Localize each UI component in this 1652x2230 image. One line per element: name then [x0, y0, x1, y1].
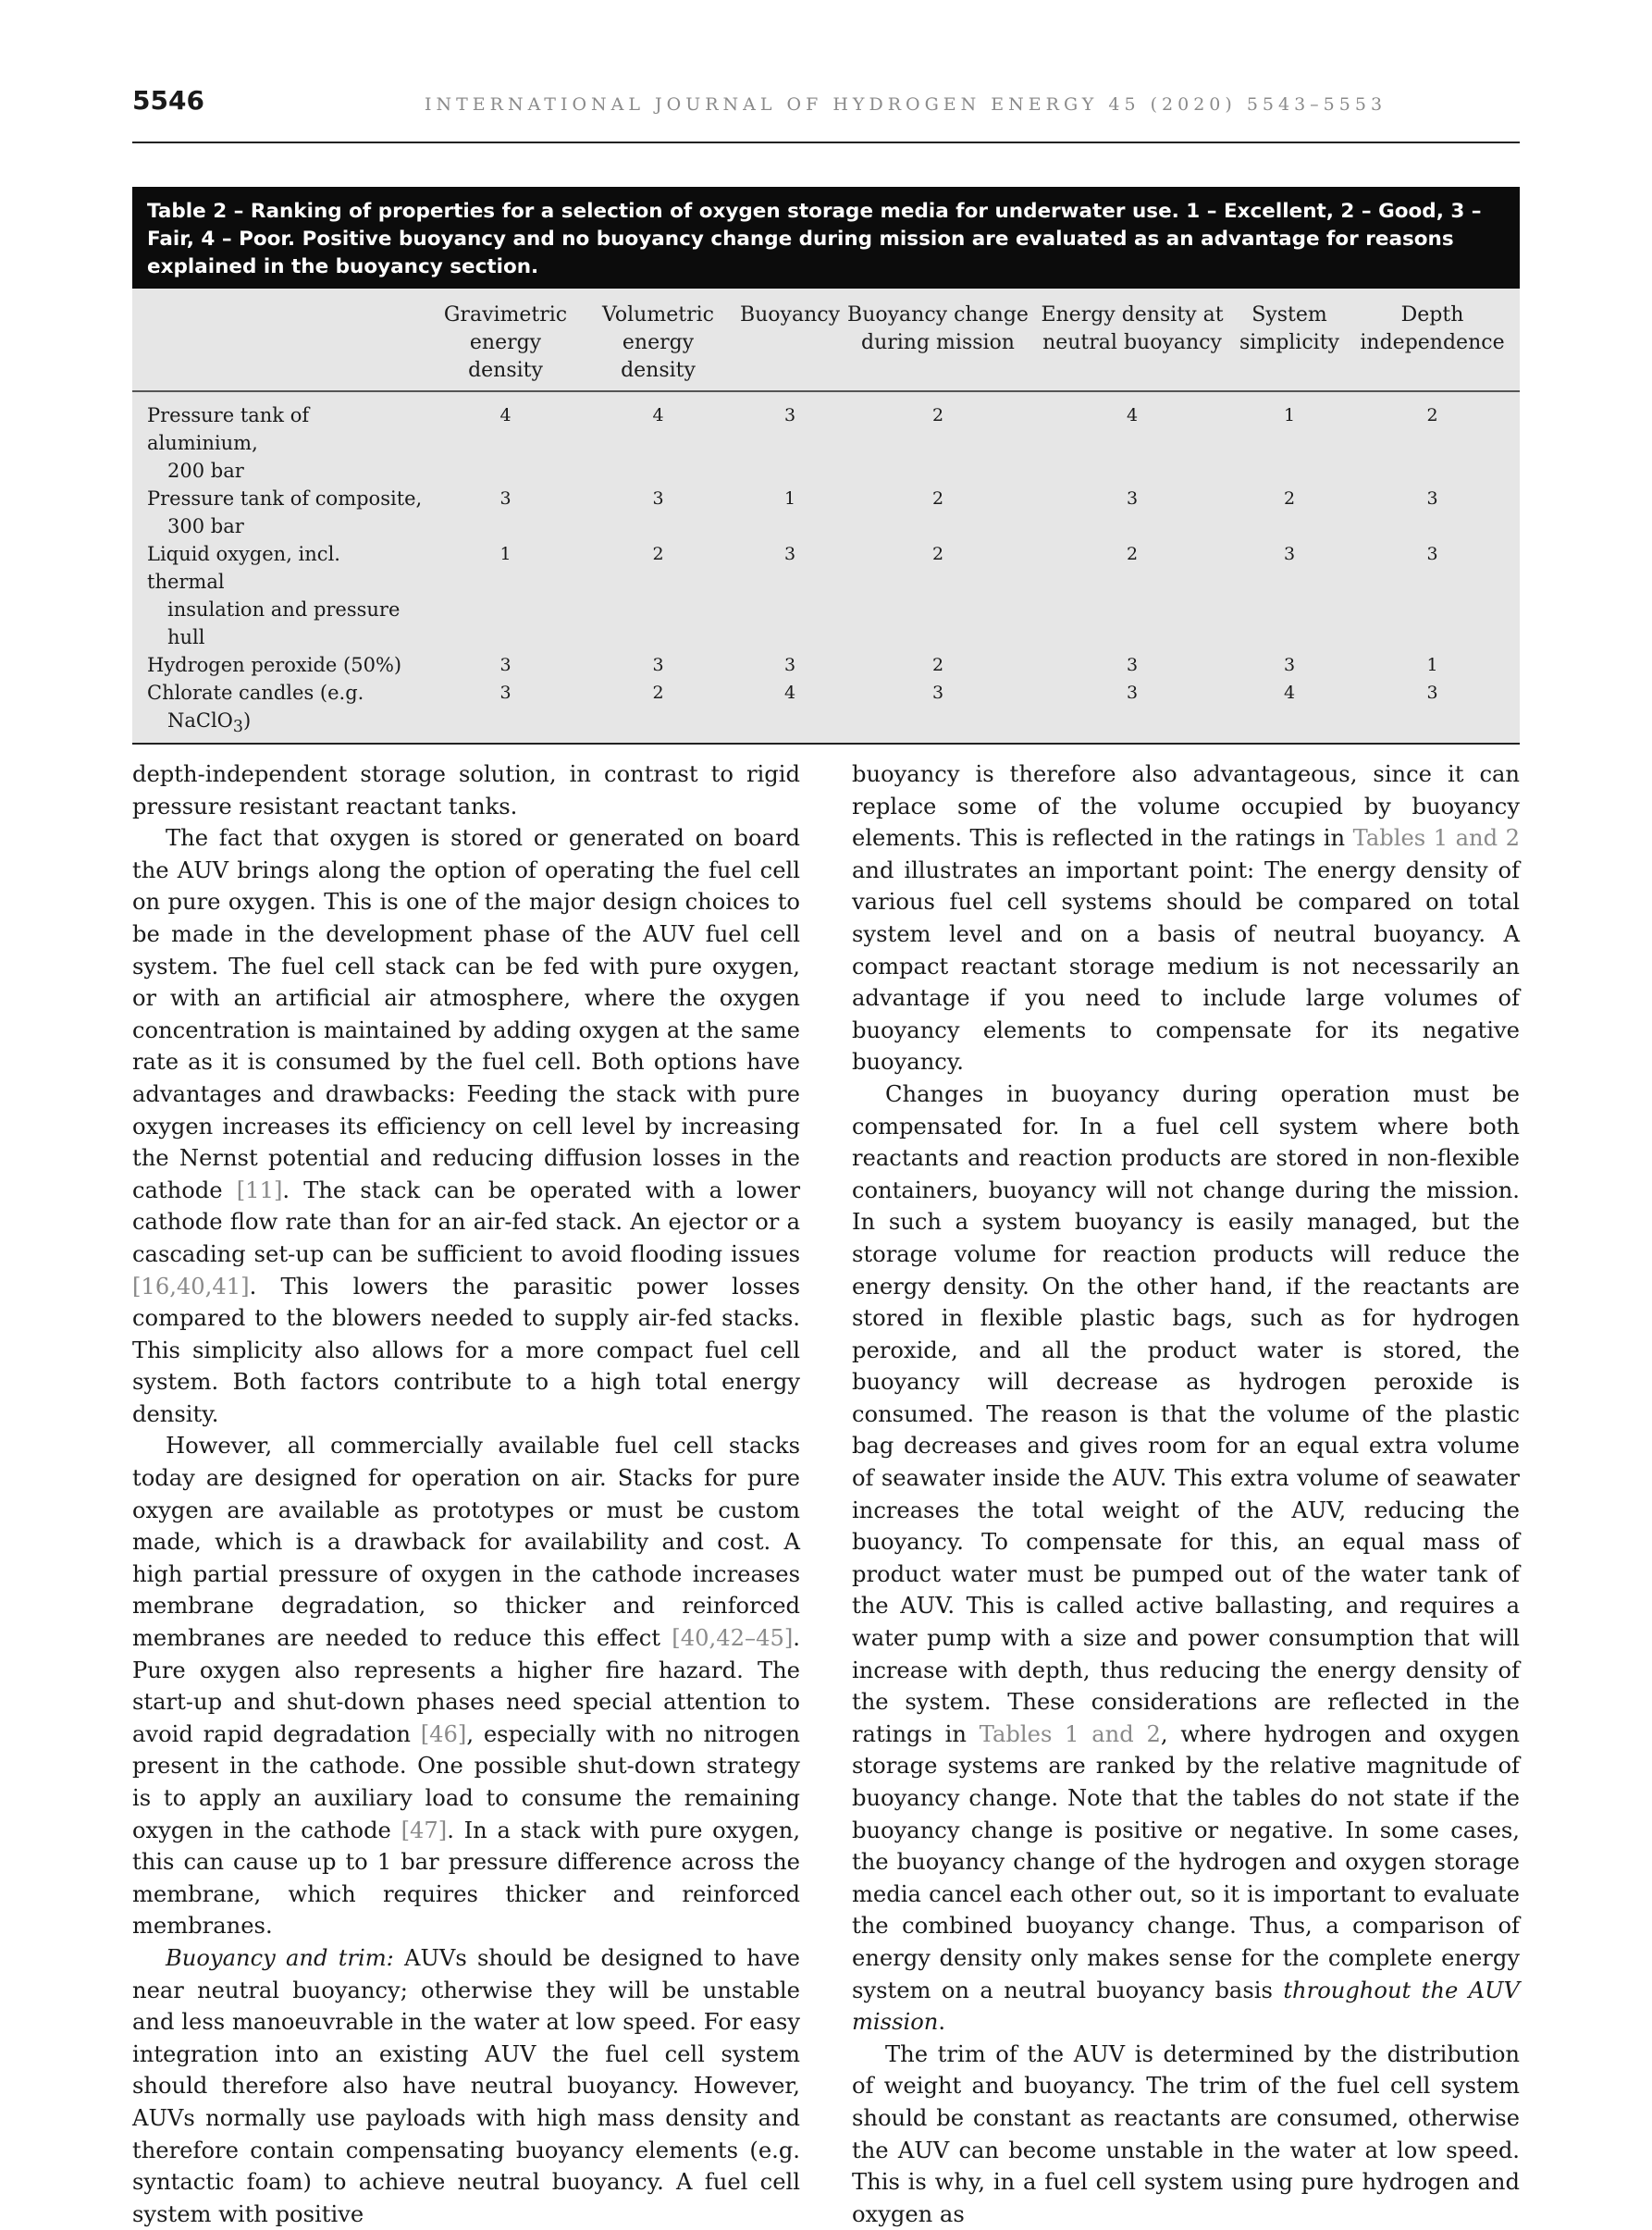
page-header	[132, 85, 1520, 141]
row-label	[132, 540, 429, 651]
table-cell: 2	[652, 683, 664, 703]
text-run: Changes in buoyancy during operation must be compensated for. In a fuel cell system where both reactants and reaction products are stored in non-flexible containers, buoyancy will not change during the mission. In such a system buoyancy is easily managed, but the storage volume for reaction products will reduce the energy density. On the other hand, if the reactants are stored in flexible plastic bags, such as for hydrogen peroxide, and all the product water is stored, the buoyancy will decrease as hydrogen peroxide is consumed. The reason is that the volume of the plastic bag decreases and gives room for an equal extra volume of seawater inside the AUV. This extra volume of seawater increases the total weight of the AUV, reducing the buoyancy. To compensate for this, an equal mass of product water must be pumped out of the water tank of the AUV. This is called active ballasting, and requires a water pump with a size and power consumption that will increase with depth, thus reducing the energy density of the system. These considerations are reflected in the ratings in	[852, 1080, 1520, 1747]
table-cell: 2	[1283, 488, 1296, 509]
text-run: , especially with no nitrogen present in the cathode. One possible shut-down strategy is to apply an auxiliary load to consume the remaining oxygen in the cathode	[132, 1720, 800, 1843]
text-run: AUVs should be designed to have near neutral buoyancy; otherwise they will be unstable and less manoeuvrable in the water at low speed. For easy integration into an existing AUV the fuel cell system should therefore also have neutral buoyancy. However, AUVs normally use payloads with high mass density and therefore contain compensating buoyancy elements (e.g. syntactic foam) to achieve neutral buoyancy. A fuel cell system with positive	[132, 1944, 800, 2227]
table-body	[132, 289, 1520, 745]
text-run: .	[938, 2009, 946, 2036]
paragraph	[852, 1078, 1520, 2039]
table-header-row	[132, 289, 1520, 391]
table-header-cell: Volumetric energy density	[582, 289, 734, 391]
table-row	[132, 651, 1520, 679]
table-cell: 3	[783, 655, 796, 675]
table-cell: 4	[1126, 405, 1139, 425]
text-run: The fact that oxygen is stored or generated on board the AUV brings along the option of operating the fuel cell on pure oxygen. This is one of the major design choices to be made in the development phase of the AUV fuel cell system. The fuel cell stack can be fed with pure oxygen, or with an artificial air atmosphere, where the oxygen concentration is maintained by adding oxygen at the same rate as it is consumed by the fuel cell. Both options have advantages and drawbacks: Feeding the stack with pure oxygen increases its efficiency on cell level by increasing the Nernst potential and reducing diffusion losses in the cathode	[132, 825, 800, 1203]
table-cell: 3	[1126, 488, 1139, 509]
journal-title: INTERNATIONAL JOURNAL OF HYDROGEN ENERGY 45 (2020) 5543–5553	[425, 94, 1387, 115]
emphasis: throughout the AUV mission	[852, 1977, 1520, 2036]
paragraph	[852, 758, 1520, 1078]
table-cell: 3	[1283, 655, 1296, 675]
table-cell: 4	[1283, 683, 1296, 703]
table-caption: Table 2 – Ranking of properties for a selection of oxygen storage media for underwater use. 1 – Excellent, 2 – Good, 3 – Fair, 4 – Poor. Positive buoyancy and no buoyancy change during mission are evaluated as an advantage for reasons explained in the buoyancy section.	[132, 187, 1520, 289]
text-run: . Pure oxygen also represents a higher fire hazard. The start-up and shut-down phases need special attention to avoid rapid degradation	[132, 1625, 800, 1747]
table-row	[132, 679, 1520, 743]
paragraph	[132, 822, 800, 1430]
table-cell: 2	[931, 544, 944, 564]
table-cell: 3	[1426, 544, 1438, 564]
row-label-line: Liquid oxygen, incl. thermal	[147, 543, 340, 593]
table-cell: 3	[1426, 683, 1438, 703]
row-label-line: insulation and pressure	[167, 598, 401, 621]
table-cell: 2	[931, 405, 944, 425]
table-cell: 3	[783, 544, 796, 564]
row-label-formula: NaClO	[167, 709, 233, 732]
table-cell: 2	[1426, 405, 1438, 425]
citation-link[interactable]: [16,40,41]	[132, 1273, 250, 1300]
citation-link[interactable]: [11]	[236, 1177, 283, 1203]
row-label-subscript: 3	[232, 718, 244, 737]
table-cell: 3	[783, 405, 796, 425]
row-label-line: hull	[167, 626, 205, 648]
paragraph	[132, 1942, 800, 2230]
table-header-cell: Buoyancy	[734, 289, 845, 391]
row-label-line: 200 bar	[167, 460, 244, 482]
table-header-cell: Buoyancy change during mission	[845, 289, 1030, 391]
table-cell: 2	[931, 655, 944, 675]
citation-link[interactable]: [46]	[420, 1720, 467, 1747]
row-label-line: Pressure tank of aluminium,	[147, 404, 310, 454]
text-run: . This lowers the parasitic power losses compared to the blowers needed to supply air-fed stacks. This simplicity also allows for a more compact fuel cell system. Both factors contribute to a high total energy density.	[132, 1273, 800, 1427]
left-column	[132, 758, 800, 2230]
row-label-line: Pressure tank of composite,	[147, 487, 423, 510]
table-cell: 3	[1126, 655, 1139, 675]
ranking-table	[132, 187, 1520, 745]
text-run: . The stack can be operated with a lower cathode flow rate than for an air-fed stack. An ejector or a cascading set-up can be sufficient to avoid flooding issues	[132, 1177, 801, 1267]
table-cell: 3	[1426, 488, 1438, 509]
paragraph: The trim of the AUV is determined by the distribution of weight and buoyancy. The trim of the fuel cell system should be constant as reactants are consumed, otherwise the AUV can become unstable in the water at low speed. This is why, in a fuel cell system using pure hydrogen and oxygen as	[852, 2040, 1520, 2227]
row-label-line	[147, 707, 424, 741]
table-header-cell: Energy density at neutral buoyancy	[1030, 289, 1234, 391]
row-label	[132, 391, 429, 485]
paragraph	[132, 1430, 800, 1942]
table-cell: 1	[499, 544, 512, 564]
page-number: 5546	[132, 85, 204, 116]
paragraph: depth-independent storage solution, in contrast to rigid pressure resistant reactant tanks.	[132, 761, 800, 819]
table-cell: 3	[499, 683, 512, 703]
table-row	[132, 540, 1520, 651]
table-cell: 4	[783, 683, 796, 703]
row-label-line: Chlorate candles (e.g.	[147, 682, 364, 704]
row-label-line: Hydrogen peroxide (50%)	[147, 654, 402, 676]
table-cell: 2	[652, 544, 664, 564]
table-cell: 1	[1283, 405, 1296, 425]
table-header-cell: Gravimetric energy density	[429, 289, 582, 391]
table-header-cell	[132, 289, 429, 391]
header-rule	[132, 142, 1520, 143]
table-cell: 3	[499, 488, 512, 509]
text-run: , where hydrogen and oxygen storage systems are ranked by the relative magnitude of buoyancy change. Note that the tables do not state if the buoyancy change is positive or negative. In some cases, the buoyancy change of the hydrogen and oxygen storage media cancel each other out, so it is important to evaluate the combined buoyancy change. Thus, a comparison of energy density only makes sense for the complete energy system on a neutral buoyancy basis	[852, 1720, 1520, 2003]
text-run: and illustrates an important point: The energy density of various fuel cell systems should be compared on total system level and on a basis of neutral buoyancy. A compact reactant storage medium is not necessarily an advantage if you need to include large volumes of buoyancy elements to compensate for its negative buoyancy.	[852, 856, 1520, 1076]
text-run: buoyancy is therefore also advantageous, since it can replace some of the volume occupied by buoyancy elements. This is reflected in the ratings in	[852, 761, 1520, 852]
row-label	[132, 485, 429, 540]
table-header-cell: System simplicity	[1234, 289, 1345, 391]
citation-link[interactable]: [40,42–45]	[672, 1625, 794, 1652]
table-reference-link[interactable]: Tables 1 and 2	[1352, 825, 1520, 852]
table-reference-link[interactable]: Tables 1 and 2	[979, 1720, 1161, 1747]
ranking-grid	[132, 289, 1520, 743]
table-cell: 1	[1426, 655, 1438, 675]
section-heading: Buoyancy and trim:	[166, 1944, 394, 1971]
table-header-cell: Depth independence	[1345, 289, 1520, 391]
right-column	[852, 758, 1520, 2230]
row-label-close: )	[243, 709, 252, 732]
table-cell: 4	[652, 405, 664, 425]
row-label	[132, 679, 429, 743]
row-label	[132, 651, 429, 679]
table-cell: 2	[931, 488, 944, 509]
table-cell: 3	[931, 683, 944, 703]
table-cell: 3	[1126, 683, 1139, 703]
table-cell: 2	[1126, 544, 1139, 564]
citation-link[interactable]: [47]	[401, 1817, 448, 1843]
table-row	[132, 391, 1520, 485]
text-run: . In a stack with pure oxygen, this can cause up to 1 bar pressure difference across the membrane, which requires thicker and reinforced membranes.	[132, 1817, 801, 1940]
table-cell: 3	[652, 488, 664, 509]
row-label-line: 300 bar	[167, 515, 244, 537]
table-row	[132, 485, 1520, 540]
table-cell: 3	[1283, 544, 1296, 564]
table-cell: 4	[499, 405, 512, 425]
table-cell: 3	[499, 655, 512, 675]
table-cell: 1	[783, 488, 796, 509]
table-cell: 3	[652, 655, 664, 675]
text-run: However, all commercially available fuel cell stacks today are designed for operation on air. Stacks for pure oxygen are available as prototypes or must be custom made, which is a drawback for availability and cost. A high partial pressure of oxygen in the cathode increases membrane degradation, so thicker and reinforced membranes are needed to reduce this effect	[132, 1433, 800, 1652]
